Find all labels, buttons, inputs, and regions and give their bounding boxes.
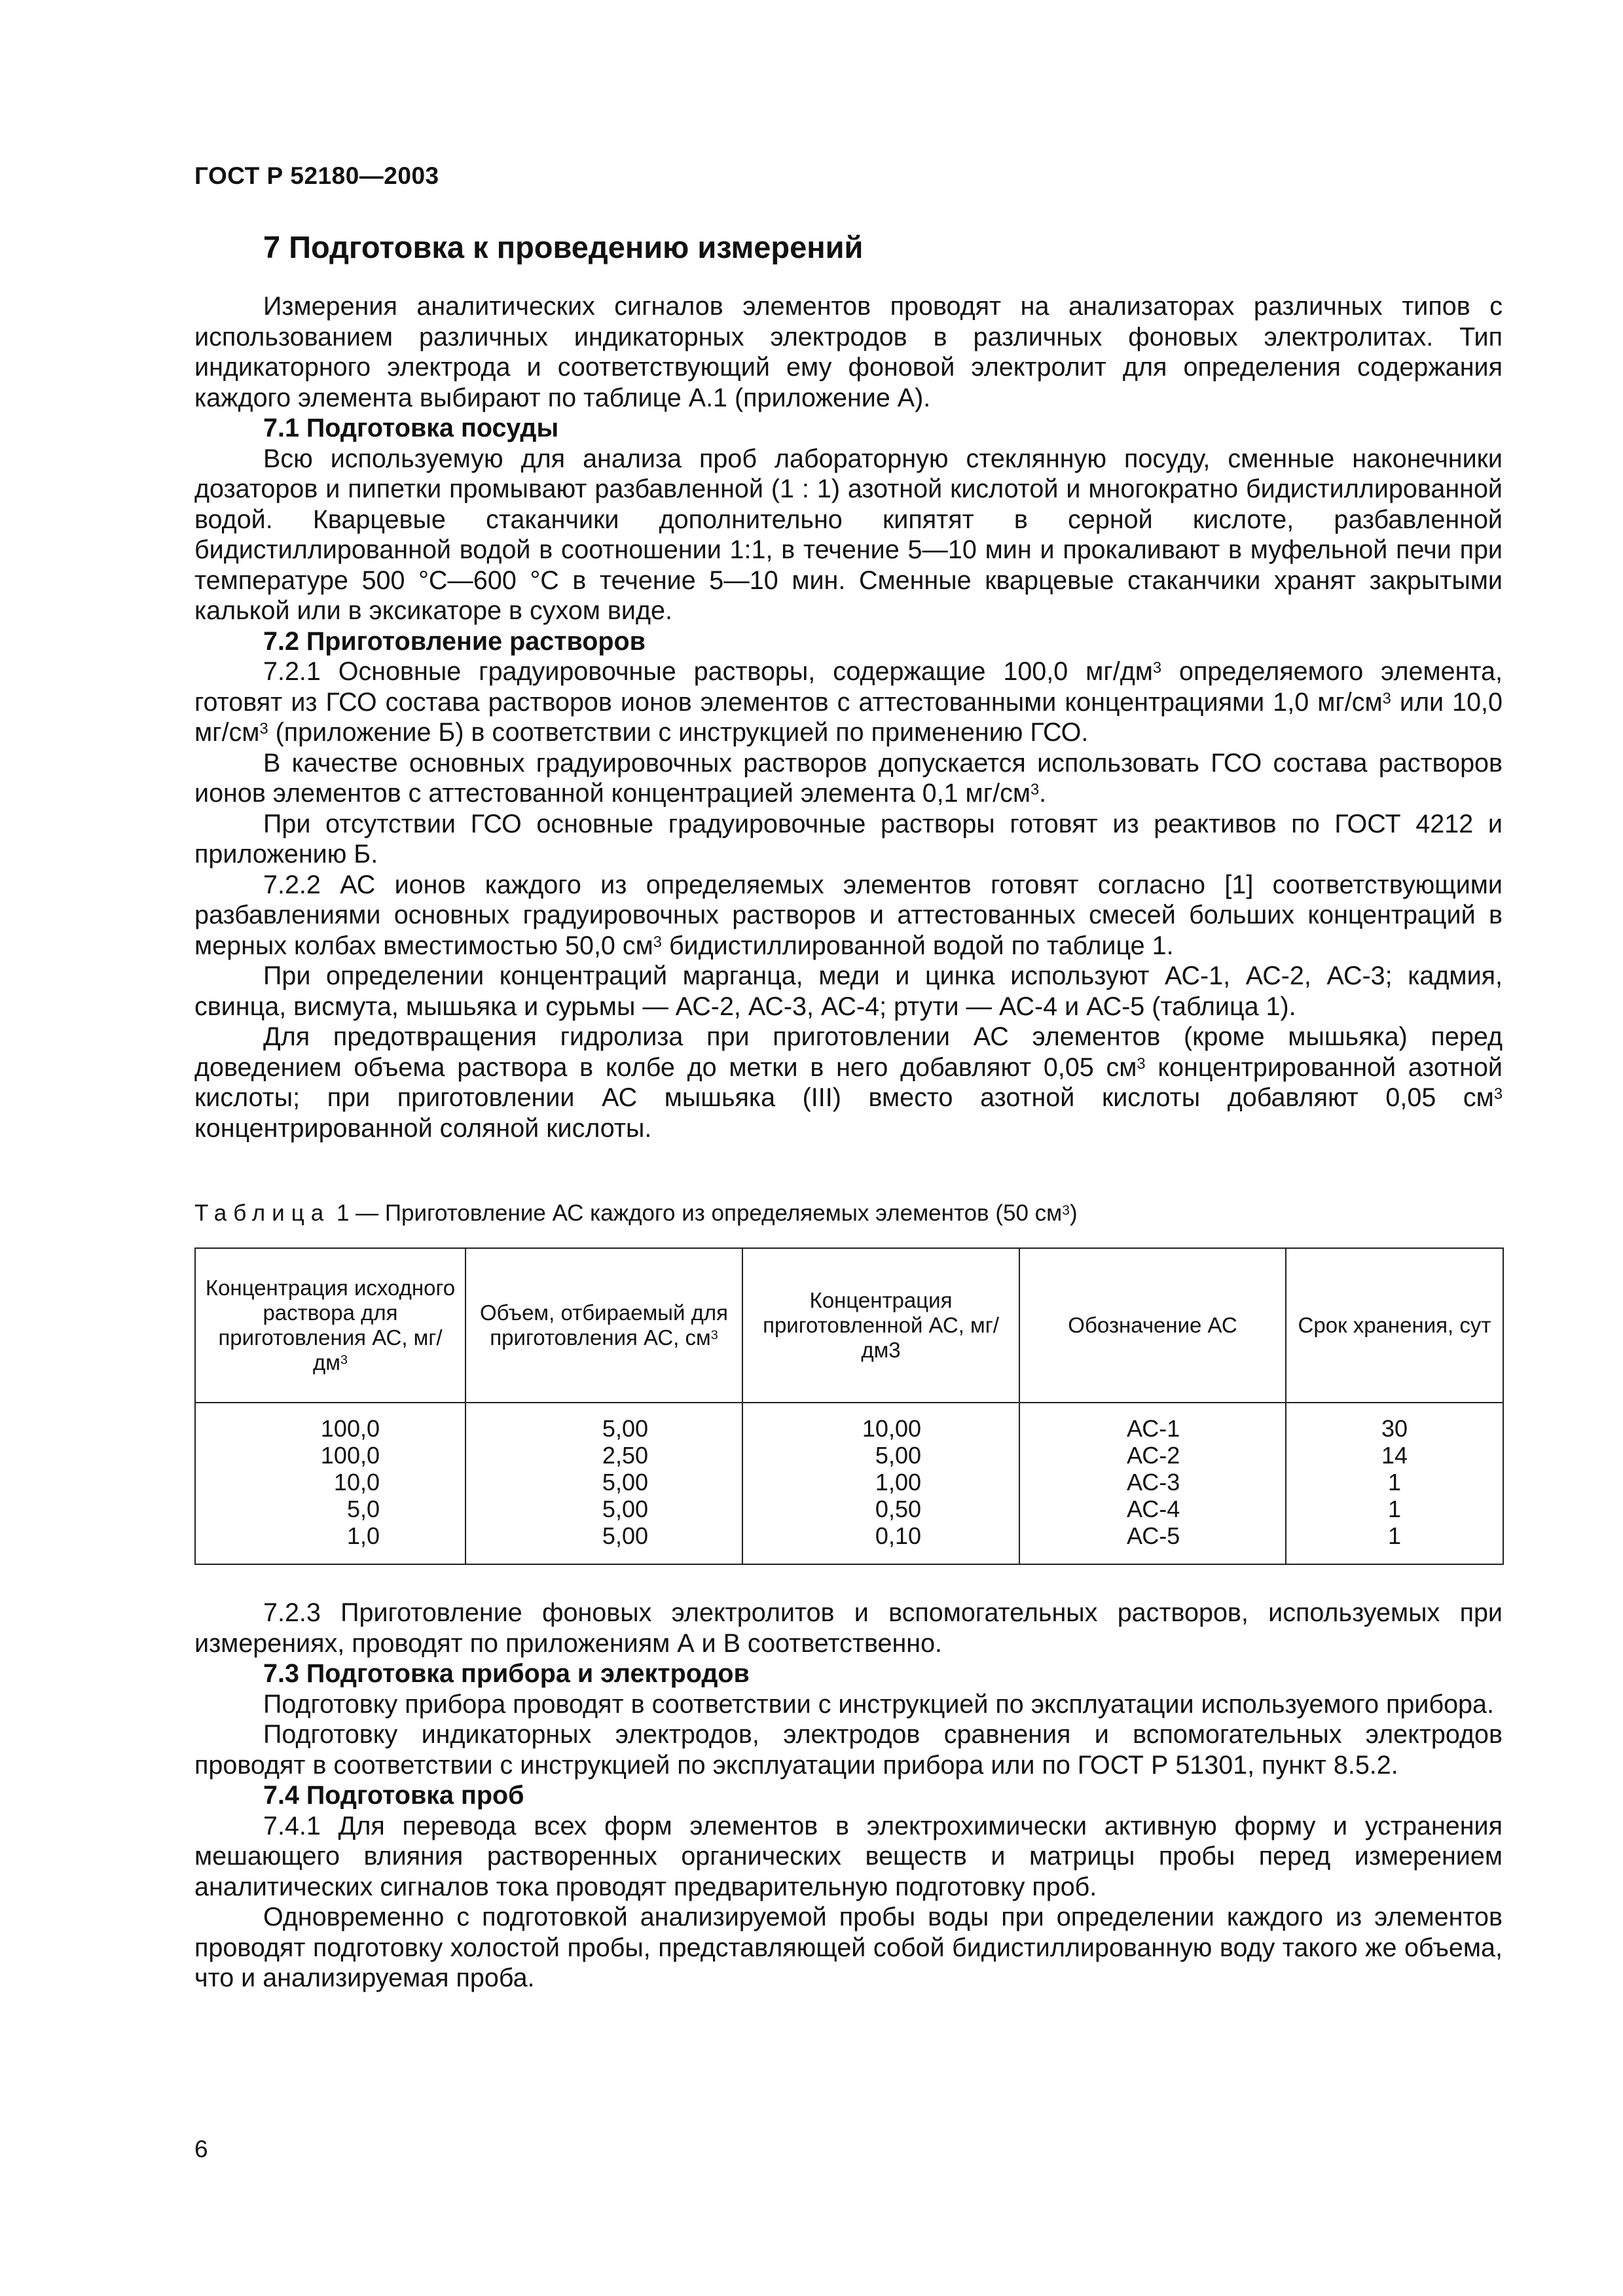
- paragraph: При определении концентраций марганца, меди и цинка используют АС-1, АС-2, АС-3; кадмия, свинца, висмута, мышьяка и сурьмы — АС-2, АС-3, АС-4; ртути — АС-4 и АС-5 (таблица 1).: [194, 961, 1503, 1021]
- paragraph: Всю используемую для анализа проб лабораторную стеклянную посуду, сменные наконечники дозаторов и пипетки промывают разбавленной (1 : 1) азотной кислотой и многократно бидистиллированной водой. Кварцевые стаканчики дополнительно кипятят в серной кислоте, разбавленной бидистиллированной водой в соотношении 1:1, в течение 5—10 мин и прокаливают в муфельной печи при температуре 500 °С—600 °С в течение 5—10 мин. Сменные кварцевые стаканчики хранят закрытыми калькой или в эксикаторе в сухом виде.: [194, 444, 1503, 625]
- subsection-heading: 7.2 Приготовление растворов: [263, 626, 646, 656]
- table-caption-sup: 3: [1062, 1202, 1070, 1218]
- paragraph: При отсутствии ГСО основные градуировочные растворы готовят из реактивов по ГОСТ 4212 и приложению Б.: [194, 809, 1503, 869]
- subsection-heading: 7.3 Подготовка прибора и электродов: [263, 1659, 750, 1688]
- table-caption-text: 1 — Приготовление АС каждого из определяемых элементов (50 см: [330, 1200, 1063, 1226]
- paragraph: 7.4.1 Для перевода всех форм элементов в электрохимически активную форму и устранения мешающего влияния растворенных органических веществ и матрицы пробы перед измерением аналитических сигналов тока проводят предварительную подготовку проб.: [194, 1811, 1503, 1901]
- paragraph: 7.2.1 Основные градуировочные растворы, содержащие 100,0 $мг/дм^3$ определяемого элемента, готовят из ГСО состава растворов ионов элементов с аттестованными концентрациями 1,0 $мг/см^3$ или 10,0 $мг/см^3$ (приложение Б) в соответствии с инструкцией по применению ГСО.: [194, 657, 1503, 747]
- table-cell-value: 100,0: [320, 1442, 380, 1469]
- table-cell-value: 30: [1381, 1415, 1408, 1442]
- table-cell-value: 5,00: [602, 1415, 648, 1442]
- table-cell-value: АС-4: [1127, 1496, 1180, 1522]
- paragraph: Подготовку прибора проводят в соответствии с инструкцией по эксплуатации используемого прибора.: [263, 1689, 1494, 1719]
- table-cell-value: 100,0: [320, 1415, 380, 1442]
- paragraph: В качестве основных градуировочных растворов допускается использовать ГСО состава растворов ионов элементов с аттестованной концентрацией элемента 0,1 $мг/см^3$.: [194, 748, 1503, 808]
- table-cell-value: 0,10: [875, 1522, 921, 1549]
- table-cell-value: 1,0: [346, 1522, 380, 1549]
- table-cell-value: 5,00: [875, 1442, 921, 1469]
- table-cell-value: 5,00: [602, 1496, 648, 1522]
- paragraph: Одновременно с подготовкой анализируемой пробы воды при определении каждого из элементов проводят подготовку холостой пробы, представляющей собой бидистиллированную воду такого же объема, что и анализируемая проба.: [194, 1903, 1503, 1992]
- table-cell-value: 5,00: [602, 1522, 648, 1549]
- table-cell-value: 10,00: [862, 1415, 921, 1442]
- table-cell-value: АС-2: [1127, 1442, 1180, 1469]
- paragraph: Измерения аналитических сигналов элементов проводят на анализаторах различных типов с использованием различных индикаторных электродов в различных фоновых электролитах. Тип индикаторного электрода и соответствующий ему фоновой электролит для определения содержания каждого элемента выбирают по таблице А.1 (приложение А).: [194, 292, 1503, 412]
- header-cell: Объем, отбираемый для приготовления АС, $см^3$: [465, 1248, 742, 1403]
- paragraph: 7.2.3 Приготовление фоновых электролитов и вспомогательных растворов, используемых при измерениях, проводят по приложениям А и В соответственно.: [194, 1598, 1503, 1658]
- body-text-bottom: [194, 1598, 1503, 1994]
- header-cell: Срок хранения, сут: [1286, 1248, 1503, 1403]
- table-cell-value: 10,0: [333, 1469, 380, 1496]
- paragraph: Подготовку индикаторных электродов, электродов сравнения и вспомогательных электродов проводят в соответствии с инструкцией по эксплуатации прибора или по ГОСТ Р 51301, пункт 8.5.2.: [194, 1720, 1503, 1780]
- table-cell-value: 1,00: [875, 1469, 921, 1496]
- table-caption-label: Таблица: [194, 1200, 331, 1226]
- table-column-cell: [465, 1403, 742, 1564]
- table-column-cell: [1019, 1403, 1286, 1564]
- table-cell-value: 0,50: [875, 1496, 921, 1522]
- table-cell-value: АС-5: [1127, 1522, 1180, 1549]
- table-cell-value: АС-3: [1127, 1469, 1180, 1496]
- table-caption: [194, 1200, 1078, 1227]
- subsection-heading: 7.1 Подготовка посуды: [263, 414, 559, 442]
- section-title: 7 Подготовка к проведению измерений: [263, 230, 864, 264]
- table-column-cell: [1286, 1403, 1503, 1564]
- page-number: 6: [194, 2136, 208, 2162]
- table-cell-value: 1: [1387, 1496, 1402, 1522]
- table-row: [195, 1403, 1503, 1564]
- table-cell-value: 5,00: [602, 1469, 648, 1496]
- table-column-cell: [742, 1403, 1019, 1564]
- body-text-top: [194, 291, 1503, 1143]
- document-header: ГОСТ Р 52180—2003: [194, 162, 439, 189]
- table-cell-value: 1: [1387, 1522, 1402, 1549]
- table-cell-value: АС-1: [1127, 1415, 1180, 1442]
- table-caption-close: ): [1069, 1200, 1078, 1226]
- paragraph: Для предотвращения гидролиза при приготовлении АС элементов (кроме мышьяка) перед доведением объема раствора в колбе до метки в него добавляют 0,05 $см^3$ концентрированной азотной кислоты; при приготовлении АС мышьяка (III) вместо азотной кислоты добавляют 0,05 $см^3$ концентрированной соляной кислоты.: [194, 1022, 1503, 1143]
- table-cell-value: 2,50: [602, 1442, 648, 1469]
- header-cell: Концентрация исходного раствора для приготовления АС, $мг/дм^3$: [195, 1248, 465, 1403]
- table-cell-value: 5,0: [346, 1496, 380, 1522]
- subsection-heading: 7.4 Подготовка проб: [263, 1781, 524, 1810]
- header-cell: Концентрация приготовленной АС, мг/дм3: [742, 1248, 1019, 1403]
- table-cell-value: 14: [1381, 1442, 1408, 1469]
- table-header-row: [195, 1248, 1503, 1403]
- paragraph: 7.2.2 АС ионов каждого из определяемых элементов готовят согласно [1] соответствующими разбавлениями основных градуировочных растворов и аттестованных смесей больших концентраций в мерных колбах вместимостью 50,0 $см^3$ бидистиллированной водой по таблице 1.: [194, 870, 1503, 960]
- table-1: [194, 1247, 1504, 1565]
- header-cell: Обозначение АС: [1019, 1248, 1286, 1403]
- table-column-cell: [195, 1403, 465, 1564]
- table-cell-value: 1: [1387, 1469, 1402, 1496]
